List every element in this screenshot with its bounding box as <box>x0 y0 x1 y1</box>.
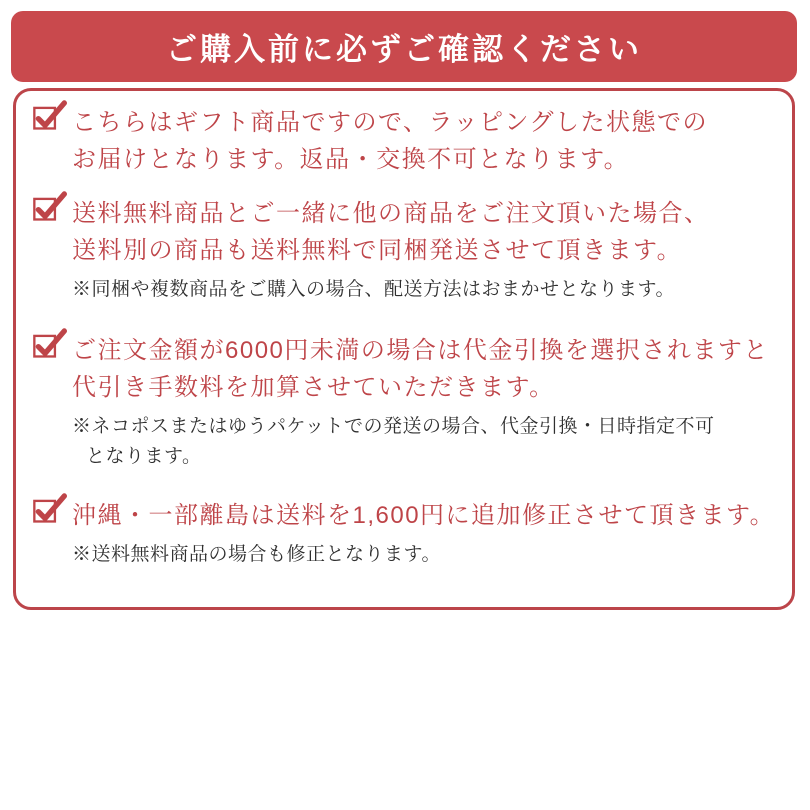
checked-checkbox-icon <box>33 492 67 525</box>
page-title: ご購入前に必ずご確認ください <box>166 32 642 67</box>
notice-line: 沖縄・一部離島は送料を1,600円に追加修正させて頂きます。 <box>72 502 776 529</box>
checked-checkbox-icon <box>33 99 67 132</box>
notice-box <box>13 88 795 610</box>
note-line: ※送料無料商品の場合も修正となります。 <box>72 544 441 565</box>
notice-item-cod-fee <box>72 332 780 472</box>
note-line: ※同梱や複数商品をご購入の場合、配送方法はおまかせとなります。 <box>72 279 675 300</box>
notice-header-banner <box>11 11 797 82</box>
notice-line: お届けとなります。返品・交換不可となります。 <box>72 146 630 173</box>
checked-checkbox-icon <box>33 327 67 360</box>
note-line: ※ネコポスまたはゆうパケットでの発送の場合、代金引換・日時指定不可 <box>72 416 715 437</box>
notice-note <box>72 412 780 472</box>
notice-line: 送料無料商品とご一緒に他の商品をご注文頂いた場合、 <box>72 200 710 227</box>
notice-item-gift <box>72 104 780 178</box>
notice-note <box>72 540 780 570</box>
notice-line: ご注文金額が6000円未満の場合は代金引換を選択されますと <box>72 337 769 364</box>
checked-checkbox-icon <box>33 190 67 223</box>
notice-line: 代引き手数料を加算させていただきます。 <box>72 374 555 401</box>
notice-item-okinawa-shipping <box>72 497 780 570</box>
note-line: となります。 <box>86 446 202 467</box>
notice-note <box>72 275 780 305</box>
notice-item-free-shipping-bundle <box>72 195 780 305</box>
notice-line: 送料別の商品も送料無料で同梱発送させて頂きます。 <box>72 237 683 264</box>
notice-line: こちらはギフト商品ですので、ラッピングした状態での <box>72 109 709 136</box>
